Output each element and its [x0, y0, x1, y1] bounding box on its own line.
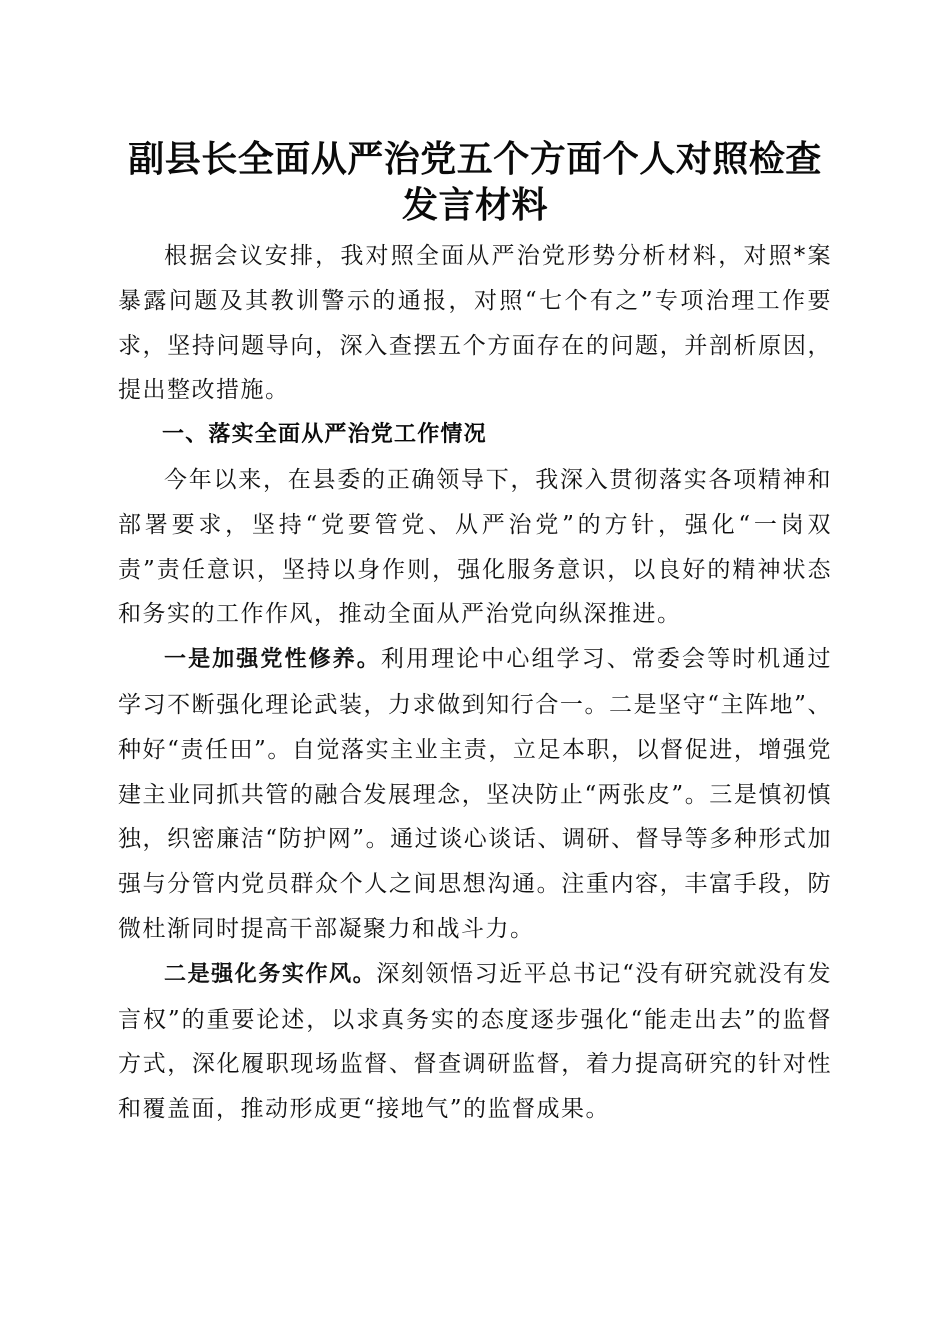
paragraph-body-text: 利用理论中心组学习、常委会等时机通过学习不断强化理论武装，力求做到知行合一。二是坚守“主阵地”、种好“责任田”。自觉落实主业主责，立足本职，以督促进，增强党建主业同抓共管的融合发展理念，坚决防止“两张皮”。三是慎初慎独，织密廉洁“防护网”。通过谈心谈话、调研、督导等多种形式加强与分管内党员群众个人之间思想沟通。注重内容，丰富手段，防微杜渐同时提高干部凝聚力和战斗力。 — [118, 646, 832, 942]
section-heading: 一、落实全面从严治党工作情况 — [162, 422, 487, 448]
section-paragraph-1: 今年以来，在县委的正确领导下，我深入贯彻落实各项精神和部署要求，坚持“党要管党、从严治党”的方针，强化“一岗双责”责任意识，坚持以身作则，强化服务意识，以良好的精神状态和务实的工作作风，推动全面从严治党向纵深推进。 — [118, 466, 832, 628]
paragraph-lead-text: 一是加强党性修养。 — [164, 647, 381, 673]
section-paragraph-3 — [118, 952, 832, 1132]
intro-paragraph: 根据会议安排，我对照全面从严治党形势分析材料，对照*案暴露问题及其教训警示的通报，对照“七个有之”专项治理工作要求，坚持问题导向，深入查摆五个方面存在的问题，并剖析原因，提出整改措施。 — [118, 243, 832, 404]
section-paragraph-2 — [118, 637, 832, 952]
paragraph-body-text: 深刻领悟习近平总书记“没有研究就没有发言权”的重要论述，以求真务实的态度逐步强化“能走出去”的监督方式，深化履职现场监督、督查调研监督，着力提高研究的针对性和覆盖面，推动形成更“接地气”的监督成果。 — [118, 960, 832, 1123]
document-title: 副县长全面从严治党五个方面个人对照检查发言材料 — [128, 138, 822, 226]
paragraph-lead-text: 二是强化务实作风。 — [164, 961, 377, 987]
document-body — [118, 136, 832, 1132]
